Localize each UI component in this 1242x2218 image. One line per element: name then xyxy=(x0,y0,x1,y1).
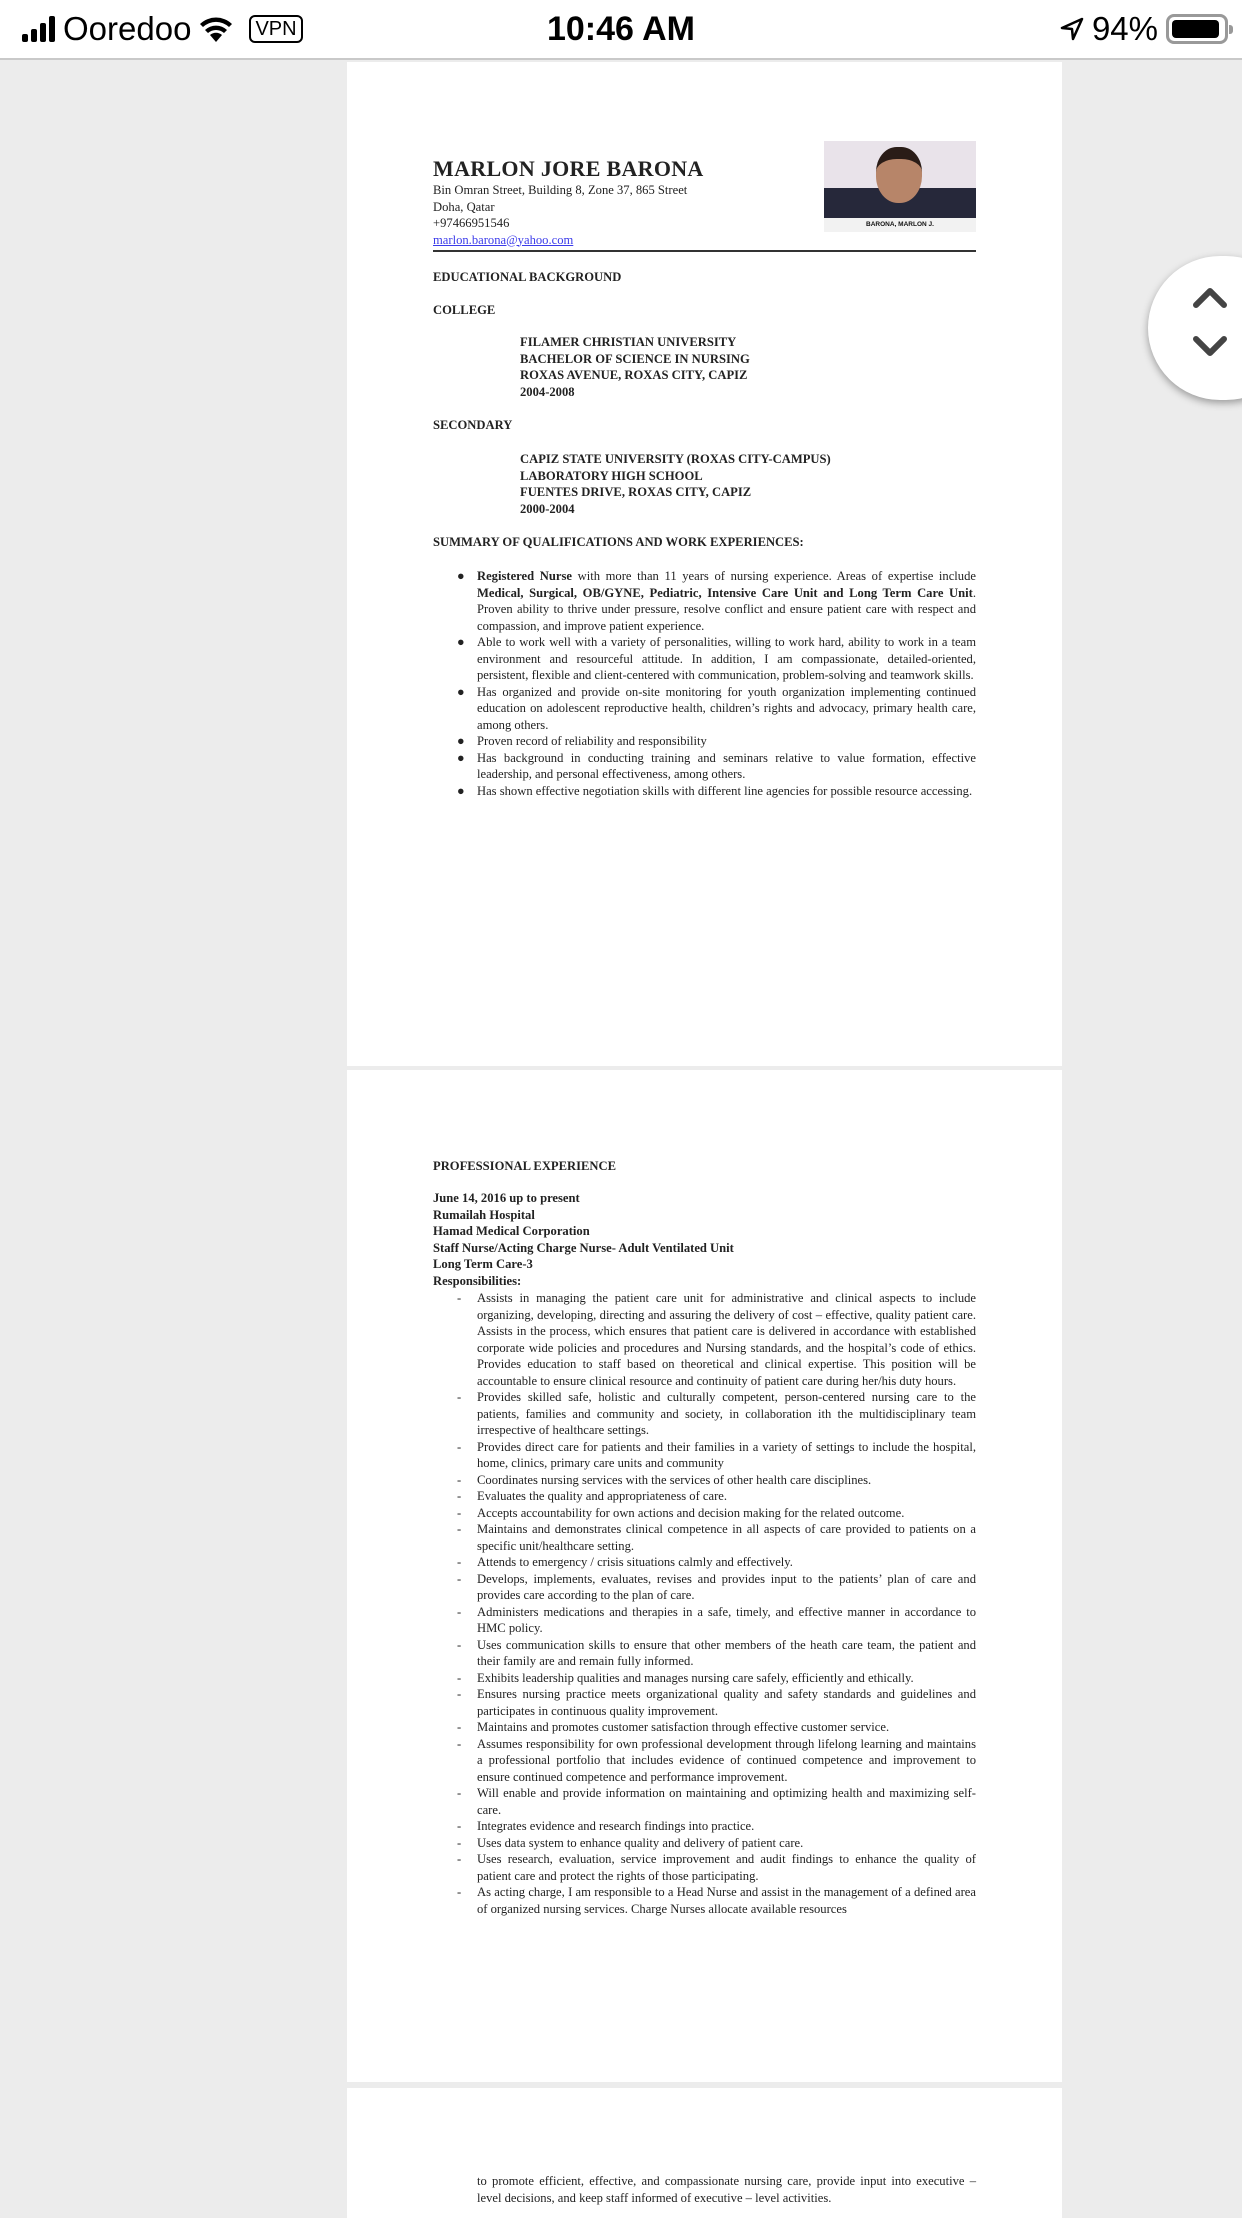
address-line-1: Bin Omran Street, Building 8, Zone 37, 865 Street xyxy=(433,183,688,197)
chevron-down-icon[interactable] xyxy=(1190,326,1230,366)
list-item: - Assumes responsibility for own professional development through lifelong learning and maintains a professional portfolio that includes evidence of continued competence and improvement to ensure continued competence and performance improvement. xyxy=(457,1736,976,1784)
header-divider xyxy=(433,250,976,252)
list-item: - Evaluates the quality and appropriateness of care. xyxy=(457,1489,728,1503)
profile-photo xyxy=(824,141,976,232)
list-item: ● Proven record of reliability and responsibility xyxy=(457,734,707,748)
list-item: - Provides direct care for patients and their families in a variety of settings to include the hospital, home, clinics, primary care units and community xyxy=(457,1439,976,1470)
list-item: - Exhibits leadership qualities and manages nursing care safely, efficiently and ethically. xyxy=(457,1670,914,1685)
list-item: - Integrates evidence and research findings into practice. xyxy=(457,1819,755,1833)
college-address: ROXAS AVENUE, ROXAS CITY, CAPIZ xyxy=(520,368,748,382)
list-item: - Uses research, evaluation, service improvement and audit findings to enhance the quality of patient care and protect the rights of those participating. xyxy=(457,1852,976,1883)
job-title: Staff Nurse/Acting Charge Nurse- Adult Ventilated Unit xyxy=(433,1240,734,1255)
college-details xyxy=(520,334,750,400)
college-heading: COLLEGE xyxy=(433,303,496,317)
page-navigation-control xyxy=(1148,256,1242,400)
resume-name: MARLON JORE BARONA xyxy=(433,156,704,181)
continuation-text: to promote efficient, effective, and compassionate nursing care, provide input into executive – level decisions, and keep staff informed of executive – level activities. xyxy=(477,2174,976,2205)
responsibilities-label: Responsibilities: xyxy=(433,1273,522,1288)
list-item: - Will enable and provide information on maintaining and optimizing health and maximizing self-care. xyxy=(457,1786,976,1817)
college-degree: BACHELOR OF SCIENCE IN NURSING xyxy=(520,351,750,366)
education-heading: EDUCATIONAL BACKGROUND xyxy=(433,270,622,284)
list-item: - Administers medications and therapies in a safe, timely, and effective manner in accordance to HMC policy. xyxy=(457,1604,976,1635)
college-years: 2004-2008 xyxy=(520,384,575,399)
list-item: ● Registered Nurse with more than 11 years of nursing experience. Areas of expertise include Medical, Surgical, OB/GYNE, Pediatric, Intensive Care Unit and Long Term Care Unit. Proven ability to thrive under pressure, resolve conflict and ensure patient care with respect and compassion, and improve patient experience. xyxy=(457,569,976,633)
job-unit: Long Term Care-3 xyxy=(433,1257,533,1271)
secondary-years: 2000-2004 xyxy=(520,501,575,516)
location-arrow-icon xyxy=(1060,17,1084,41)
list-item: - Uses communication skills to ensure that other members of the heath care team, the patient and their family are and remain fully informed. xyxy=(457,1637,976,1668)
list-item: - Maintains and promotes customer satisfaction through effective customer service. xyxy=(457,1720,890,1734)
email-link[interactable]: marlon.barona@yahoo.com xyxy=(433,232,574,247)
status-right xyxy=(1060,10,1228,48)
clock: 10:46 AM xyxy=(546,10,696,48)
list-item: - Accepts accountability for own actions and decision making for the related outcome. xyxy=(457,1505,905,1520)
list-item: ● Able to work well with a variety of personalities, willing to work hard, ability to work in a team environment and resourceful attitude. In addition, I am compassionate, detailed-oriented, persistent, flexible and client-centered with communication, problem-solving and teamwork skills. xyxy=(457,635,976,682)
job-hospital: Rumailah Hospital xyxy=(433,1207,535,1222)
secondary-school: CAPIZ STATE UNIVERSITY (ROXAS CITY-CAMPUS) xyxy=(520,452,831,466)
secondary-heading: SECONDARY xyxy=(433,418,513,432)
experience-heading: PROFESSIONAL EXPERIENCE xyxy=(433,1159,616,1173)
college-school: FILAMER CHRISTIAN UNIVERSITY xyxy=(520,335,737,349)
address-line-2: Doha, Qatar xyxy=(433,199,495,214)
vpn-badge: VPN xyxy=(249,15,302,43)
list-item: - Develops, implements, evaluates, revises and provides input to the patients’ plan of care and provides care according to the plan of care. xyxy=(457,1571,976,1602)
summary-heading: SUMMARY OF QUALIFICATIONS AND WORK EXPERIENCES: xyxy=(433,535,804,549)
job-details xyxy=(433,1190,734,1289)
secondary-address: FUENTES DRIVE, ROXAS CITY, CAPIZ xyxy=(520,485,752,499)
list-item: - Attends to emergency / crisis situations calmly and effectively. xyxy=(457,1555,793,1569)
chevron-up-icon[interactable] xyxy=(1190,278,1230,318)
status-bar xyxy=(0,0,1242,60)
job-employer: Hamad Medical Corporation xyxy=(433,1224,590,1238)
list-item: ● Has organized and provide on-site monitoring for youth organization implementing continued education on adolescent reproductive health, children’s rights and advocacy, primary health care, among others. xyxy=(457,684,976,732)
responsibilities-list xyxy=(457,1290,976,1917)
carrier-name: Ooredoo xyxy=(63,10,192,47)
list-item: - Maintains and demonstrates clinical competence in all aspects of care provided to patients on a specific unit/healthcare setting. xyxy=(457,1522,976,1553)
contact-block xyxy=(433,182,687,248)
list-item: - Coordinates nursing services with the services of other health care disciplines. xyxy=(457,1472,872,1487)
battery-percent: 94% xyxy=(1091,10,1158,47)
list-item: ● Has shown effective negotiation skills with different line agencies for possible resource accessing. xyxy=(457,783,973,798)
secondary-level: LABORATORY HIGH SCHOOL xyxy=(520,468,703,483)
list-item: - Provides skilled safe, holistic and culturally competent, person-centered nursing care to the patients, families and community and society, in collaboration ith the multidisciplinary team irrespective of healthcare settings. xyxy=(457,1390,976,1437)
list-item: - As acting charge, I am responsible to a Head Nurse and assist in the management of a defined area of organized nursing services. Charge Nurses allocate available resources xyxy=(457,1885,976,1916)
list-item: - Ensures nursing practice meets organizational quality and safety standards and guidelines and participates in continuous quality improvement. xyxy=(457,1687,976,1718)
list-item: ● Has background in conducting training and seminars relative to value formation, effective leadership, and personal effectiveness, among others. xyxy=(457,750,976,781)
photo-caption: BARONA, MARLON J. xyxy=(824,218,976,232)
phone: +97466951546 xyxy=(433,216,510,230)
job-dates: June 14, 2016 up to present xyxy=(433,1191,580,1205)
summary-list xyxy=(457,568,976,799)
list-item: - Assists in managing the patient care unit for administrative and clinical aspects to include organizing, developing, directing and assuring the delivery of cost – effective, quality patient care. Assists in the process, which ensures that patient care is delivered in accordance with established corporate wide policies and procedures and Nursing standards, and the hospital’s code of ethics. Provides education to staff based on theoretical and clinical expertise. This position will be accountable to ensure clinical resource and continuity of patient care during her/his duty hours. xyxy=(457,1291,976,1388)
secondary-details xyxy=(520,451,831,517)
battery-icon xyxy=(1166,14,1228,44)
list-item: - Uses data system to enhance quality and delivery of patient care. xyxy=(457,1835,804,1850)
